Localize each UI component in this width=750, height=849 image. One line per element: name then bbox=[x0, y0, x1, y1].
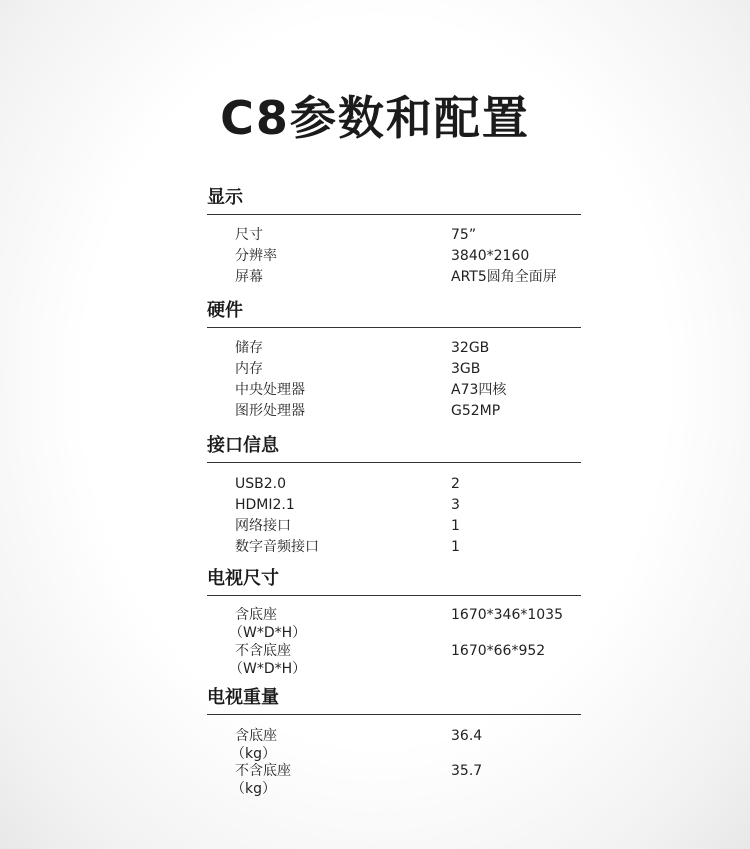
section-hardware bbox=[207, 299, 581, 419]
spec-value: 3 bbox=[451, 497, 460, 513]
section-title: 接口信息 bbox=[207, 435, 279, 456]
section-divider bbox=[207, 714, 581, 715]
spec-key-unit: （W*D*H） bbox=[229, 661, 307, 677]
spec-key-unit: （kg） bbox=[231, 781, 276, 797]
spec-key: USB2.0 bbox=[235, 476, 287, 492]
spec-key-main: 含底座 bbox=[235, 607, 277, 623]
section-ports bbox=[207, 434, 581, 555]
spec-value: 1670*346*1035 bbox=[451, 607, 563, 623]
spec-value: ART5圆角全面屏 bbox=[451, 269, 557, 285]
spec-key bbox=[229, 642, 307, 678]
section-title: 显示 bbox=[207, 187, 243, 208]
spec-value: 3GB bbox=[451, 361, 481, 377]
spec-value: 3840*2160 bbox=[451, 248, 530, 264]
spec-value: 2 bbox=[451, 476, 460, 492]
spec-key: 网络接口 bbox=[235, 518, 291, 534]
section-divider bbox=[207, 327, 581, 328]
section-title: 硬件 bbox=[207, 300, 243, 321]
section-divider bbox=[207, 462, 581, 463]
spec-value: A73四核 bbox=[451, 382, 507, 398]
spec-value: 1 bbox=[451, 518, 460, 534]
spec-key: 中央处理器 bbox=[235, 382, 305, 398]
spec-key: HDMI2.1 bbox=[235, 497, 295, 513]
spec-key bbox=[229, 606, 307, 642]
spec-key: 内存 bbox=[235, 361, 263, 377]
section-title: 电视重量 bbox=[207, 687, 279, 708]
spec-key: 储存 bbox=[235, 340, 263, 356]
spec-value: 32GB bbox=[451, 340, 490, 356]
spec-key-unit: （W*D*H） bbox=[229, 625, 307, 641]
spec-key-main: 不含底座 bbox=[235, 643, 291, 659]
spec-key: 图形处理器 bbox=[235, 403, 305, 419]
section-title: 电视尺寸 bbox=[207, 568, 279, 589]
spec-key-unit: （kg） bbox=[231, 746, 276, 762]
spec-key: 数字音频接口 bbox=[235, 539, 319, 555]
spec-value: 1 bbox=[451, 539, 460, 555]
spec-value: 36.4 bbox=[451, 728, 483, 744]
spec-value: 1670*66*952 bbox=[451, 643, 546, 659]
spec-value: G52MP bbox=[451, 403, 501, 419]
spec-value: 35.7 bbox=[451, 763, 483, 779]
spec-key-main: 不含底座 bbox=[235, 763, 291, 779]
section-divider bbox=[207, 214, 581, 215]
spec-key bbox=[231, 727, 277, 763]
section-display bbox=[207, 186, 581, 285]
spec-key: 屏幕 bbox=[235, 269, 263, 285]
section-tv-dimensions bbox=[207, 567, 581, 677]
spec-key: 分辨率 bbox=[235, 248, 277, 264]
spec-key-main: 含底座 bbox=[235, 728, 277, 744]
spec-value: 75” bbox=[451, 227, 477, 243]
spec-key: 尺寸 bbox=[235, 227, 263, 243]
spec-key bbox=[231, 762, 291, 798]
section-divider bbox=[207, 595, 581, 596]
page-title: C8参数和配置 bbox=[220, 91, 530, 145]
section-tv-weight bbox=[207, 686, 581, 797]
